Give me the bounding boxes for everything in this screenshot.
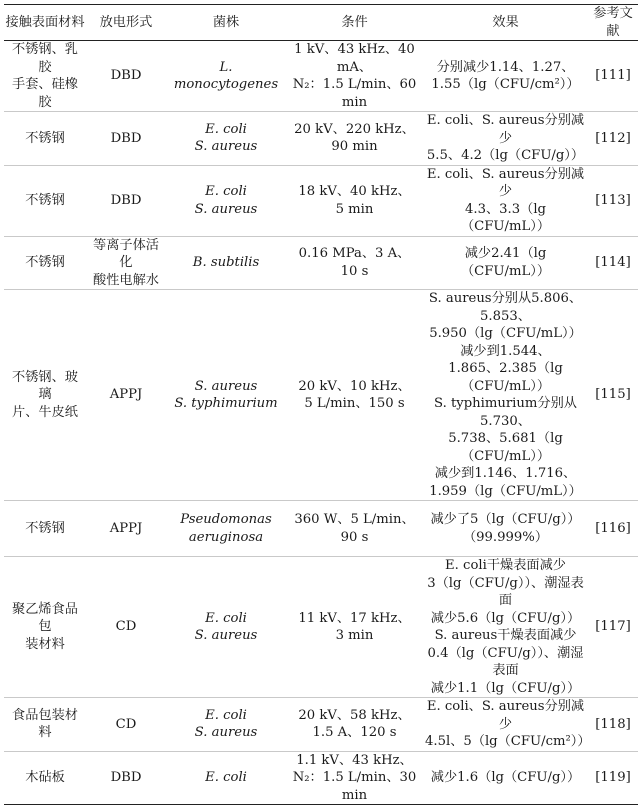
discharge-cell: [86, 698, 166, 752]
effect-line: 0.4（lg（CFU/g））、潮湿表面: [427, 645, 584, 678]
effect-line: （99.999%）: [462, 529, 549, 545]
material-cell: [4, 236, 86, 290]
reference-cell[interactable]: [112]: [588, 112, 638, 166]
condition-line: 5 L/min、150 s: [304, 396, 405, 411]
condition-cell: [286, 557, 423, 698]
strain-line: S. aureus: [194, 725, 258, 741]
condition-line: 5 min: [335, 201, 374, 217]
discharge-cell: [86, 751, 166, 805]
strain-cell: [166, 165, 286, 236]
discharge-cell: [86, 236, 166, 290]
material-line: 手套、硅橡胶: [12, 77, 78, 110]
material-line: 装材料: [25, 636, 65, 652]
effect-line: 5.950（lg（CFU/mL））减少到1.544、: [429, 326, 582, 359]
strain-line: B. subtilis: [192, 255, 260, 270]
reference-cell[interactable]: [115]: [588, 290, 638, 501]
strain-line: aeruginosa: [188, 529, 264, 545]
condition-cell: [286, 41, 423, 112]
strain-cell: [166, 290, 286, 501]
strain-line: E. coli: [205, 770, 247, 785]
strain-line: S. typhimurium: [174, 396, 278, 411]
discharge-cell: [86, 165, 166, 236]
table-header: [4, 5, 638, 41]
effect-line: 1.55（lg（CFU/cm²））: [431, 77, 580, 92]
material-cell: [4, 557, 86, 698]
strain-cell: [166, 501, 286, 557]
header-strain: 菌株: [166, 5, 286, 41]
effect-line: 4.3、3.3（lg（CFU/mL））: [460, 201, 551, 234]
discharge-line: 酸性电解水: [93, 272, 159, 288]
discharge-line: APPJ: [109, 520, 143, 536]
material-cell: [4, 112, 86, 166]
strain-line: S. aureus: [194, 139, 258, 155]
effect-line: 5.738、5.681（lg（CFU/mL））: [448, 431, 563, 464]
reference-cell[interactable]: [117]: [588, 557, 638, 698]
discharge-line: DBD: [110, 130, 142, 146]
condition-line: 20 kV、220 kHz、: [294, 121, 415, 137]
effect-line: 4.5l、5（lg（CFU/cm²））: [425, 734, 591, 749]
material-line: 食品包装材料: [12, 707, 78, 741]
material-line: 不锈钢、玻璃: [12, 369, 78, 403]
table-row: [4, 290, 638, 501]
header-condition: 条件: [286, 5, 423, 41]
condition-line: 11 kV、17 kHz、: [298, 610, 411, 626]
strain-cell: [166, 751, 286, 805]
reference-cell[interactable]: [111]: [588, 41, 638, 112]
strain-line: E. coli: [205, 707, 247, 723]
effect-cell: [423, 698, 591, 752]
strain-line: S. aureus: [194, 628, 258, 643]
strain-line: S. aureus: [194, 378, 258, 394]
reference-cell[interactable]: [116]: [588, 501, 638, 557]
table-row: [4, 165, 638, 236]
reference-cell[interactable]: [114]: [588, 236, 638, 290]
effect-cell: [423, 290, 588, 501]
header-discharge: 放电形式: [86, 5, 166, 41]
effect-line: 减少2.41（lg（CFU/mL））: [460, 246, 551, 279]
strain-cell: [166, 557, 286, 698]
material-cell: [4, 41, 86, 112]
effect-line: S. typhimurium分别从5.730、: [434, 396, 577, 429]
effect-cell: [423, 41, 588, 112]
material-cell: [4, 501, 86, 557]
condition-line: 20 kV、58 kHz、: [298, 707, 411, 723]
strain-line: E. coli: [205, 121, 247, 137]
material-cell: [4, 698, 86, 752]
discharge-cell: [86, 557, 166, 698]
discharge-cell: [86, 501, 166, 557]
condition-line: 1.5 A、120 s: [312, 725, 397, 741]
header-material: 接触表面材料: [4, 5, 86, 41]
strain-line: Pseudomonas: [180, 512, 272, 527]
effect-cell: [423, 501, 588, 557]
material-line: 片、牛皮纸: [12, 404, 78, 420]
effect-line: 减少了5（lg（CFU/g））: [430, 512, 581, 527]
effect-cell: [423, 112, 588, 166]
material-line: 聚乙烯食品包: [12, 601, 78, 635]
condition-cell: [286, 290, 423, 501]
discharge-line: DBD: [110, 192, 142, 208]
effect-line: E. coli干燥表面减少: [445, 558, 566, 573]
material-line: 不锈钢、乳胶: [12, 42, 78, 75]
header-reference: 参考文献: [588, 5, 638, 41]
table-row: [4, 751, 638, 805]
condition-line: N₂：1.5 L/min、30 min: [292, 770, 417, 803]
table-row: [4, 557, 638, 698]
material-line: 不锈钢: [25, 192, 65, 208]
strain-line: S. aureus: [194, 201, 258, 217]
material-cell: [4, 290, 86, 501]
strain-cell: [166, 41, 286, 112]
condition-cell: [286, 236, 423, 290]
strain-cell: [166, 236, 286, 290]
sterilization-table: [4, 4, 638, 805]
condition-line: 1.1 kV、43 kHz、: [296, 752, 413, 768]
condition-cell: [286, 112, 423, 166]
strain-line: E. coli: [205, 610, 247, 626]
table-row: [4, 41, 638, 112]
material-line: 不锈钢: [25, 130, 65, 146]
strain-cell: [166, 698, 286, 752]
discharge-line: CD: [115, 716, 137, 732]
table-row: [4, 698, 638, 752]
condition-line: 20 kV、10 kHz、: [298, 378, 411, 394]
effect-cell: [423, 236, 588, 290]
material-line: 不锈钢: [25, 255, 65, 270]
condition-cell: [286, 751, 423, 805]
condition-line: 360 W、5 L/min、: [294, 512, 415, 527]
condition-line: N₂：1.5 L/min、60 min: [292, 77, 417, 110]
effect-cell: [423, 557, 588, 698]
discharge-line: APPJ: [109, 387, 143, 403]
effect-cell: [423, 165, 588, 236]
effect-line: 分别减少1.14、1.27、: [436, 59, 575, 75]
material-cell: [4, 165, 86, 236]
material-line: 木砧板: [25, 770, 65, 785]
condition-line: 90 s: [340, 529, 369, 545]
condition-line: 90 min: [331, 139, 378, 155]
effect-line: 减少1.6（lg（CFU/g））: [430, 770, 581, 785]
discharge-line: DBD: [110, 770, 142, 785]
effect-line: E. coli、S. aureus分别减少: [426, 166, 585, 199]
discharge-line: CD: [115, 619, 137, 635]
effect-line: E. coli、S. aureus分别减少: [426, 699, 585, 732]
condition-cell: [286, 698, 423, 752]
condition-line: 3 min: [335, 628, 374, 643]
strain-cell: [166, 112, 286, 166]
effect-cell: [423, 751, 588, 805]
effect-line: 3（lg（CFU/g））、潮湿表面: [427, 575, 584, 608]
reference-cell[interactable]: [119]: [588, 751, 638, 805]
effect-line: S. aureus干燥表面减少: [434, 628, 577, 643]
condition-line: 18 kV、40 kHz、: [298, 184, 411, 199]
discharge-line: 等离子体活化: [93, 237, 159, 270]
discharge-line: DBD: [110, 68, 142, 84]
effect-line: 减少到1.146、1.716、: [434, 466, 577, 481]
table-body: [4, 41, 638, 805]
condition-cell: [286, 501, 423, 557]
discharge-cell: [86, 112, 166, 166]
condition-cell: [286, 165, 423, 236]
material-cell: [4, 751, 86, 805]
effect-line: 减少1.1（lg（CFU/g））: [430, 680, 581, 696]
effect-line: 1.959（lg（CFU/mL））: [429, 483, 582, 499]
condition-line: 10 s: [340, 263, 369, 279]
table-row: [4, 236, 638, 290]
effect-line: E. coli、S. aureus分别减少: [426, 113, 585, 146]
discharge-cell: [86, 41, 166, 112]
reference-cell[interactable]: [118]: [588, 698, 638, 752]
condition-line: 1 kV、43 kHz、40 mA、: [294, 42, 415, 75]
effect-line: 1.865、2.385（lg（CFU/mL））: [448, 361, 563, 394]
effect-line: S. aureus分别从5.806、5.853、: [428, 291, 583, 324]
header-effect: 效果: [423, 5, 588, 41]
reference-cell[interactable]: [113]: [588, 165, 638, 236]
strain-line: E. coli: [205, 184, 247, 199]
condition-line: 0.16 MPa、3 A、: [298, 246, 411, 262]
effect-line: 减少5.6（lg（CFU/g））: [430, 610, 581, 626]
table-row: [4, 501, 638, 557]
effect-line: 5.5、4.2（lg（CFU/g））: [426, 148, 585, 163]
table-row: [4, 112, 638, 166]
discharge-cell: [86, 290, 166, 501]
strain-line: L. monocytogenes: [173, 59, 279, 92]
material-line: 不锈钢: [25, 520, 65, 536]
